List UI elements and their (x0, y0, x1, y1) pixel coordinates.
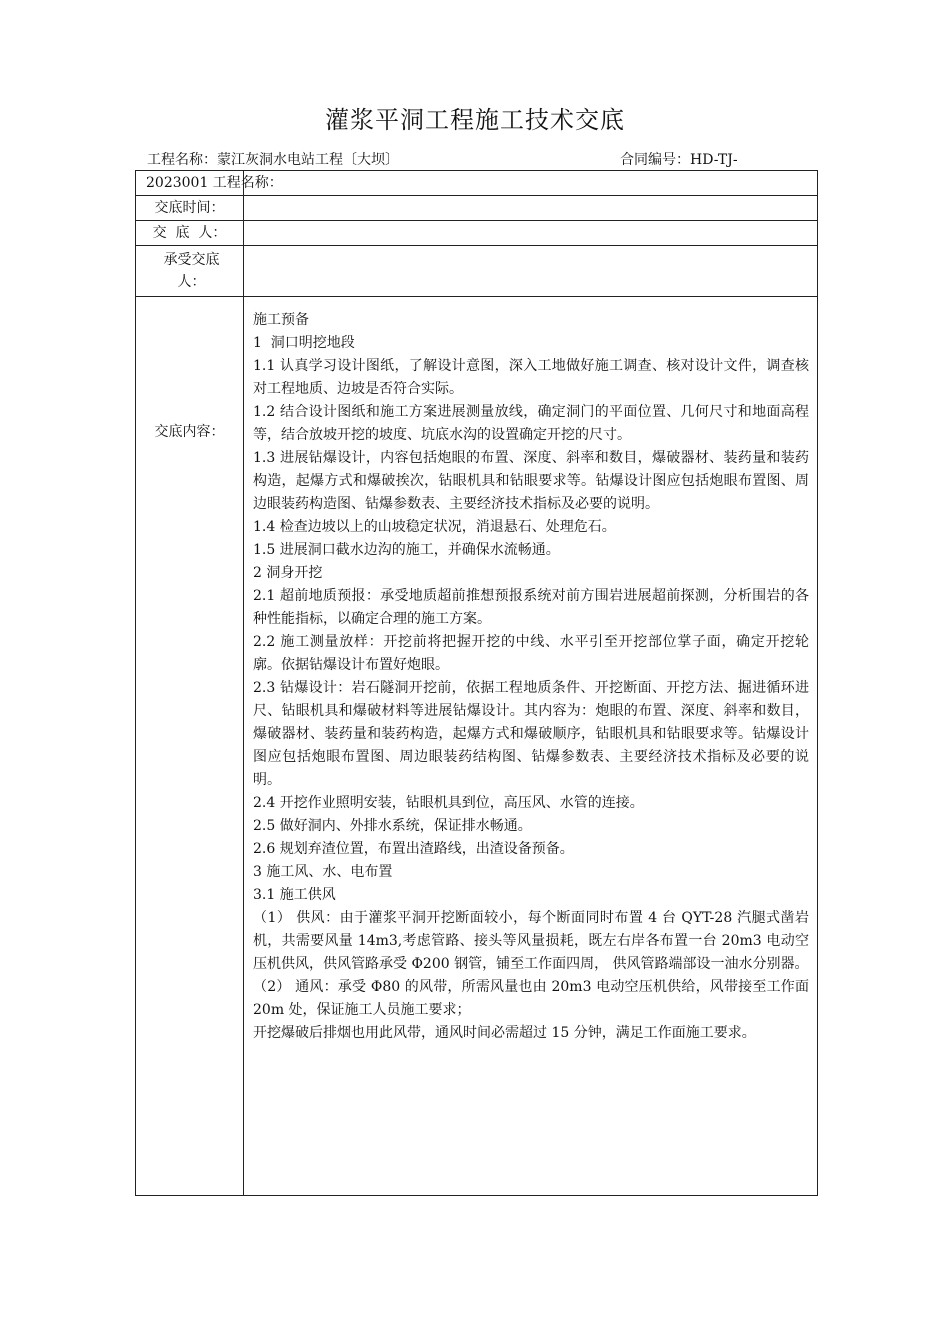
disclosure-time-value (244, 196, 818, 221)
disclosure-table (135, 170, 818, 1196)
project-name-value (244, 171, 818, 196)
table-row (136, 196, 818, 221)
disclosure-time-label: 交底时间： (136, 196, 244, 221)
table-row (136, 171, 818, 196)
table-row (136, 221, 818, 246)
content-paragraph: 1.4 检查边坡以上的山坡稳定状况，消退悬石、处理危石。 (253, 519, 616, 535)
table-row (136, 246, 818, 297)
content-paragraph: 1.3 进展钻爆设计，内容包括炮眼的布置、深度、斜率和数目，爆破器材、装药量和装药构造，起爆方式和爆破挨次，钻眼机具和钻眼要求等。钻爆设计图应包括炮眼布置图、周边眼装药构造图、钻爆参数表、主要经济技术指标及必要的说明。 (253, 450, 809, 512)
content-paragraph: 2.4 开挖作业照明安装，钻眼机具到位，高压风、水管的连接。 (253, 795, 644, 811)
content-label: 交底内容： (136, 297, 244, 1196)
content-paragraph: 3.1 施工供风 (253, 887, 336, 903)
recipient-value (244, 246, 818, 297)
content-paragraph: 3 施工风、水、电布置 (253, 864, 393, 880)
content-paragraph: 1.2 结合设计图纸和施工方案进展测量放线，确定洞门的平面位置、几何尺寸和地面高程等，结合放坡开挖的坡度、坑底水沟的设置确定开挖的尺寸。 (253, 404, 809, 443)
content-paragraph: 2 洞身开挖 (253, 565, 323, 581)
recipient-label: 承受交底人： (136, 246, 244, 297)
content-paragraph: 2.6 规划弃渣位置，布置出渣路线，出渣设备预备。 (253, 841, 574, 857)
content-paragraph: 开挖爆破后排烟也用此风带，通风时间必需超过 15 分钟，满足工作面施工要求。 (253, 1025, 756, 1041)
content-paragraph: 2.2 施工测量放样：开挖前将把握开挖的中线、水平引至开挖部位掌子面，确定开挖轮廓。依据钻爆设计布置好炮眼。 (253, 634, 809, 673)
content-body (244, 297, 818, 1196)
content-paragraph: （2） 通风：承受 Φ80 的风带，所需风量也由 20m3 电动空压机供给，风带接至工作面 20m 处，保证施工人员施工要求； (253, 979, 809, 1018)
content-paragraph: 施工预备 (253, 312, 309, 328)
content-paragraph: 2.5 做好洞内、外排水系统，保证排水畅通。 (253, 818, 532, 834)
discloser-value (244, 221, 818, 246)
document-title: 灌浆平洞工程施工技术交底 (325, 106, 625, 134)
table-row (136, 297, 818, 1196)
project-name-label: 2023001 工程名称： (136, 171, 244, 196)
contract-number: 合同编号：HD-TJ- (620, 152, 738, 168)
content-paragraph: 1.5 进展洞口截水边沟的施工，并确保水流畅通。 (253, 542, 560, 558)
content-paragraph: 2.1 超前地质预报：承受地质超前推想预报系统对前方围岩进展超前探测，分析围岩的各种性能指标，以确定合理的施工方案。 (253, 588, 809, 627)
content-paragraph: 1.1 认真学习设计图纸，了解设计意图，深入工地做好施工调查、核对设计文件，调查核对工程地质、边坡是否符合实际。 (253, 358, 809, 397)
project-name-line: 工程名称：蒙江灰洞水电站工程〔大坝〕 (147, 152, 399, 168)
content-paragraph: 1 洞口明挖地段 (253, 335, 355, 351)
content-paragraph: （1） 供风：由于灌浆平洞开挖断面较小，每个断面同时布置 4 台 QYT-28 汽腿式凿岩机，共需要风量 14m3,考虑管路、接头等风量损耗，既左右岸各布置一台 20m3 电动空压机供风，供风管路承受 Φ200 钢管，铺至工作面四周， 供风管路端部设一油水分别器。 (253, 910, 809, 972)
discloser-label: 交 底 人： (136, 221, 244, 246)
content-paragraph: 2.3 钻爆设计：岩石隧洞开挖前，依据工程地质条件、开挖断面、开挖方法、掘进循环进尺、钻眼机具和爆破材料等进展钻爆设计。其内容为：炮眼的布置、深度、斜率和数目，爆破器材、装药量和装药构造，起爆方式和爆破顺序，钻眼机具和钻眼要求等。钻爆设计图应包括炮眼布置图、周边眼装药结构图、钻爆参数表、主要经济技术指标及必要的说明。 (253, 680, 809, 788)
